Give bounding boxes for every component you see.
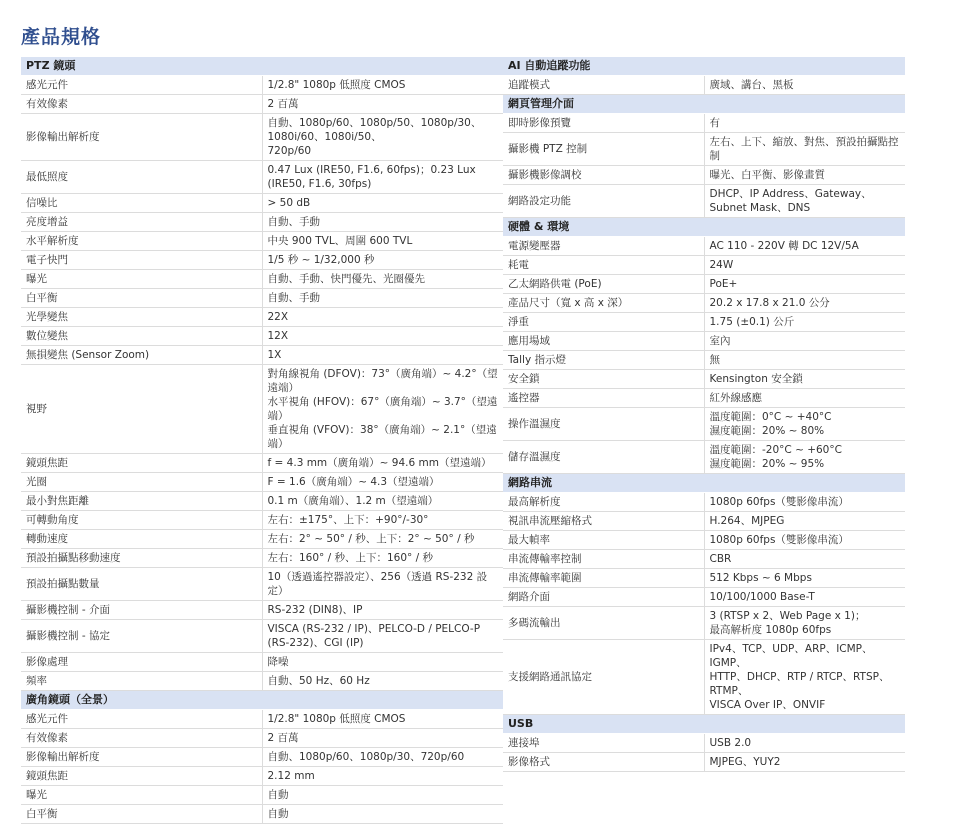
spec-label: 有效像素 [21,729,262,748]
spec-label: 應用場域 [503,332,704,351]
spec-value [262,805,503,824]
spec-value [262,530,503,549]
spec-value-line: 室內 [709,335,731,347]
spec-label: 最小對焦距離 [21,492,262,511]
section-title: AI 自動追蹤功能 [503,57,905,76]
spec-value [704,493,905,512]
spec-value [704,313,905,332]
spec-label: 電子快門 [21,251,262,270]
spec-value-line: 1/2.8" 1080p 低照度 CMOS [267,79,406,91]
spec-value-line: 濕度範圍：20% ~ 95% [709,458,825,470]
spec-label: 影像輸出解析度 [21,114,262,161]
spec-value-line: 12X [267,330,289,342]
spec-value-line: 1/2.8" 1080p 低照度 CMOS [267,713,406,725]
spec-label: 安全鎖 [503,370,704,389]
spec-row [21,511,503,530]
spec-value [704,588,905,607]
spec-row [503,493,905,512]
spec-value [704,441,905,474]
spec-value-line: 左右：2° ~ 50° / 秒、上下：2° ~ 50° / 秒 [267,533,475,545]
spec-value-line: 對角線視角 (DFOV)：73°（廣角端）~ 4.2°（望遠端） [267,368,498,394]
spec-row [21,748,503,767]
spec-label: 最高解析度 [503,493,704,512]
spec-value-line: 左右、上下、縮放、對焦、預設拍攝點控制 [709,136,899,162]
spec-label: 水平解析度 [21,232,262,251]
spec-value [704,237,905,256]
spec-label: 影像處理 [21,653,262,672]
spec-label: 頻率 [21,672,262,691]
spec-label: 預設拍攝點數量 [21,568,262,601]
spec-value [262,213,503,232]
spec-value [704,569,905,588]
spec-row [503,441,905,474]
spec-value-line: 自動 [267,808,289,820]
spec-value-line: 垂直視角 (VFOV)：38°（廣角端）~ 2.1°（望遠端） [267,424,497,450]
spec-value-line: 溫度範圍：-20°C ~ +60°C [709,444,842,456]
spec-value [262,365,503,454]
spec-value-line: 2 百萬 [267,732,299,744]
spec-value [704,332,905,351]
spec-value-line: 720p/60 [267,145,312,157]
spec-value [704,133,905,166]
spec-value-line: 廣域、講台、黑板 [709,79,794,91]
spec-value [262,308,503,327]
spec-value-line: 0.1 m（廣角端）、1.2 m（望遠端） [267,495,439,507]
spec-value [262,620,503,653]
spec-row [503,166,905,185]
spec-value-line: 自動 [267,789,289,801]
spec-row [21,161,503,194]
spec-label: 儲存溫濕度 [503,441,704,474]
spec-value [262,672,503,691]
spec-row [503,734,905,753]
spec-value [262,76,503,95]
spec-value [704,640,905,715]
spec-row [21,308,503,327]
spec-row [503,640,905,715]
spec-value-line: f = 4.3 mm（廣角端）~ 94.6 mm（望遠端） [267,457,492,469]
spec-value-line: 自動、手動 [267,216,320,228]
spec-value [262,568,503,601]
spec-value-line: 自動、1080p/60、1080p/30、720p/60 [267,751,465,763]
spec-row [21,530,503,549]
spec-value [262,729,503,748]
spec-label: 網路介面 [503,588,704,607]
spec-value-line: 10/100/1000 Base-T [709,591,815,603]
spec-label: 數位變焦 [21,327,262,346]
spec-row [503,370,905,389]
spec-label: 光學變焦 [21,308,262,327]
spec-row [503,550,905,569]
spec-value [262,748,503,767]
spec-label: 影像格式 [503,753,704,772]
section-title: 網頁管理介面 [503,95,905,114]
spec-value [262,346,503,365]
spec-label: 淨重 [503,313,704,332]
spec-value [262,601,503,620]
spec-row [21,568,503,601]
spec-value-line: 2.12 mm [267,770,315,782]
spec-value-line: 有 [709,117,720,129]
spec-label: 乙太網路供電 (PoE) [503,275,704,294]
spec-table-left [21,57,503,824]
spec-value-line: 22X [267,311,289,323]
spec-row [21,327,503,346]
spec-label: 產品尺寸（寬 x 高 x 深） [503,294,704,313]
spec-table-right [503,57,905,772]
spec-value-line: > 50 dB [267,197,311,209]
spec-label: 白平衡 [21,289,262,308]
spec-value-line: AC 110 - 220V 轉 DC 12V/5A [709,240,859,252]
spec-value [704,294,905,313]
spec-label: 攝影機控制 - 協定 [21,620,262,653]
spec-label: 追蹤模式 [503,76,704,95]
spec-label: 可轉動角度 [21,511,262,530]
spec-value [704,370,905,389]
spec-value [704,550,905,569]
spec-value [262,194,503,213]
spec-value-line: 1.75 (±0.1) 公斤 [709,316,795,328]
page-title: 產品規格 [21,26,102,48]
spec-value-line: 3 (RTSP x 2、Web Page x 1)； [709,610,866,622]
spec-value-line: 1X [267,349,282,361]
section-title: 網路串流 [503,474,905,493]
spec-value-line: DHCP、IP Address、Gateway、Subnet Mask、DNS [709,188,872,214]
spec-label: 電源變壓器 [503,237,704,256]
spec-row [21,289,503,308]
spec-value [262,492,503,511]
spec-row [21,270,503,289]
spec-value [704,275,905,294]
spec-row [503,351,905,370]
spec-value-line: 紅外線感應 [709,392,762,404]
spec-table-left-body [21,57,503,824]
spec-value [262,251,503,270]
spec-value-line: 自動、1080p/60、1080p/50、1080p/30、1080i/60、1080i/50、 [267,117,482,143]
section-title: PTZ 鏡頭 [21,57,503,76]
spec-value [704,166,905,185]
spec-row [21,213,503,232]
spec-value-line: 0.47 Lux (IRE50, F1.6, 60fps)；0.23 Lux (IRE50, F1.6, 30fps) [267,164,476,190]
spec-value [262,454,503,473]
spec-value [262,114,503,161]
spec-row [503,753,905,772]
spec-value-line: 512 Kbps ~ 6 Mbps [709,572,812,584]
spec-row [503,76,905,95]
spec-value-line: VISCA (RS-232 / IP)、PELCO-D / PELCO-P (RS-232)、CGI (IP) [267,623,481,649]
spec-label: 感光元件 [21,76,262,95]
spec-value [262,232,503,251]
spec-label: 無損變焦 (Sensor Zoom) [21,346,262,365]
spec-label: 遙控器 [503,389,704,408]
spec-value-line: 20.2 x 17.8 x 21.0 公分 [709,297,830,309]
spec-value [262,653,503,672]
spec-label: 鏡頭焦距 [21,454,262,473]
spec-value-line: USB 2.0 [709,737,752,749]
section-header [21,57,503,76]
spec-row [21,473,503,492]
spec-value [262,270,503,289]
section-header [503,218,905,237]
spec-value-line: 溫度範圍：0°C ~ +40°C [709,411,832,423]
spec-row [21,95,503,114]
spec-label: 攝影機 PTZ 控制 [503,133,704,166]
spec-row [21,232,503,251]
spec-value-line: 24W [709,259,734,271]
spec-value-line: IPv4、TCP、UDP、ARP、ICMP、IGMP、 [709,643,873,669]
section-header [503,95,905,114]
spec-value [262,327,503,346]
section-header [503,715,905,734]
spec-row [21,492,503,511]
spec-value-line: 自動、手動 [267,292,320,304]
spec-label: 操作溫濕度 [503,408,704,441]
spec-row [21,346,503,365]
spec-row [21,767,503,786]
spec-label: 連接埠 [503,734,704,753]
spec-value-line: 左右：±175°、上下：+90°/-30° [267,514,429,526]
spec-value-line: 濕度範圍：20% ~ 80% [709,425,825,437]
spec-label: 有效像素 [21,95,262,114]
spec-row [503,313,905,332]
spec-table-right-body [503,57,905,772]
spec-label: 攝影機控制 - 介面 [21,601,262,620]
spec-row [21,114,503,161]
spec-row [21,454,503,473]
spec-label: 多碼流輸出 [503,607,704,640]
spec-value-line: RS-232 (DIN8)、IP [267,604,363,616]
spec-row [21,729,503,748]
spec-row [21,653,503,672]
spec-row [21,194,503,213]
spec-label: 轉動速度 [21,530,262,549]
spec-label: 視野 [21,365,262,454]
spec-value-line: HTTP、DHCP、RTP / RTCP、RTSP、RTMP、 [709,671,890,697]
spec-label: 影像輸出解析度 [21,748,262,767]
spec-value [704,185,905,218]
spec-label: 最低照度 [21,161,262,194]
spec-row [21,710,503,729]
spec-row [21,549,503,568]
spec-row [21,601,503,620]
spec-value-line: 最高解析度 1080p 60fps [709,624,832,636]
spec-row [503,408,905,441]
spec-row [21,805,503,824]
spec-value-line: 降噪 [267,656,289,668]
spec-value-line: 左右：160° / 秒、上下：160° / 秒 [267,552,434,564]
spec-value-line: 2 百萬 [267,98,299,110]
spec-value-line: 中央 900 TVL、周圍 600 TVL [267,235,413,247]
spec-value [262,473,503,492]
spec-value [704,734,905,753]
spec-value [262,786,503,805]
spec-value-line: F = 1.6（廣角端）~ 4.3（望遠端） [267,476,440,488]
spec-row [503,185,905,218]
spec-label: 支援網路通訊協定 [503,640,704,715]
spec-row [503,512,905,531]
spec-value [704,114,905,133]
spec-row [21,786,503,805]
section-header [503,474,905,493]
spec-value [262,767,503,786]
spec-label: 信噪比 [21,194,262,213]
spec-row [21,76,503,95]
spec-row [503,569,905,588]
spec-row [503,237,905,256]
spec-value [704,389,905,408]
spec-label: 白平衡 [21,805,262,824]
spec-row [503,256,905,275]
spec-label: 曝光 [21,270,262,289]
spec-label: 鏡頭焦距 [21,767,262,786]
spec-label: 即時影像預覽 [503,114,704,133]
spec-row [503,607,905,640]
spec-value [262,511,503,530]
spec-row [21,365,503,454]
spec-value-line: MJPEG、YUY2 [709,756,781,768]
spec-value [262,289,503,308]
spec-value [704,531,905,550]
spec-value-line: 1080p 60fps（雙影像串流） [709,534,849,546]
spec-label: 網路設定功能 [503,185,704,218]
spec-row [503,133,905,166]
spec-value-line: 10（透過遙控器設定）、256（透過 RS-232 設定） [267,571,488,597]
spec-label: 串流傳輸率範圍 [503,569,704,588]
spec-value-line: 1/5 秒 ~ 1/32,000 秒 [267,254,375,266]
spec-label: 亮度增益 [21,213,262,232]
spec-value-line: 無 [709,354,720,366]
spec-value-line: PoE+ [709,278,738,290]
section-title: USB [503,715,905,734]
spec-label: 耗電 [503,256,704,275]
spec-value-line: CBR [709,553,732,565]
spec-row [503,531,905,550]
spec-row [503,294,905,313]
spec-label: 串流傳輸率控制 [503,550,704,569]
spec-row [21,672,503,691]
spec-value [262,549,503,568]
spec-value-line: 自動、50 Hz、60 Hz [267,675,370,687]
spec-value-line: 自動、手動、快門優先、光圈優先 [267,273,425,285]
spec-label: 攝影機影像調校 [503,166,704,185]
spec-value [262,710,503,729]
spec-value [704,607,905,640]
spec-row [503,275,905,294]
spec-value [262,95,503,114]
section-header [503,57,905,76]
spec-value-line: 曝光、白平衡、影像畫質 [709,169,825,181]
spec-row [21,251,503,270]
spec-label: 最大幀率 [503,531,704,550]
spec-row [503,332,905,351]
spec-value [704,256,905,275]
spec-label: 感光元件 [21,710,262,729]
spec-value [704,76,905,95]
spec-value [704,408,905,441]
spec-row [503,389,905,408]
spec-value-line: 水平視角 (HFOV)：67°（廣角端）~ 3.7°（望遠端） [267,396,498,422]
spec-value-line: 1080p 60fps（雙影像串流） [709,496,849,508]
spec-value [704,351,905,370]
spec-row [503,588,905,607]
spec-value [704,512,905,531]
spec-value-line: Kensington 安全鎖 [709,373,803,385]
section-title: 硬體 & 環境 [503,218,905,237]
spec-value [262,161,503,194]
spec-row [21,620,503,653]
section-title: 廣角鏡頭（全景） [21,691,503,710]
spec-label: Tally 指示燈 [503,351,704,370]
spec-label: 曝光 [21,786,262,805]
spec-label: 光圈 [21,473,262,492]
spec-row [503,114,905,133]
spec-label: 預設拍攝點移動速度 [21,549,262,568]
spec-label: 視訊串流壓縮格式 [503,512,704,531]
spec-value-line: H.264、MJPEG [709,515,785,527]
spec-value-line: VISCA Over IP、ONVIF [709,699,826,711]
spec-value [704,753,905,772]
